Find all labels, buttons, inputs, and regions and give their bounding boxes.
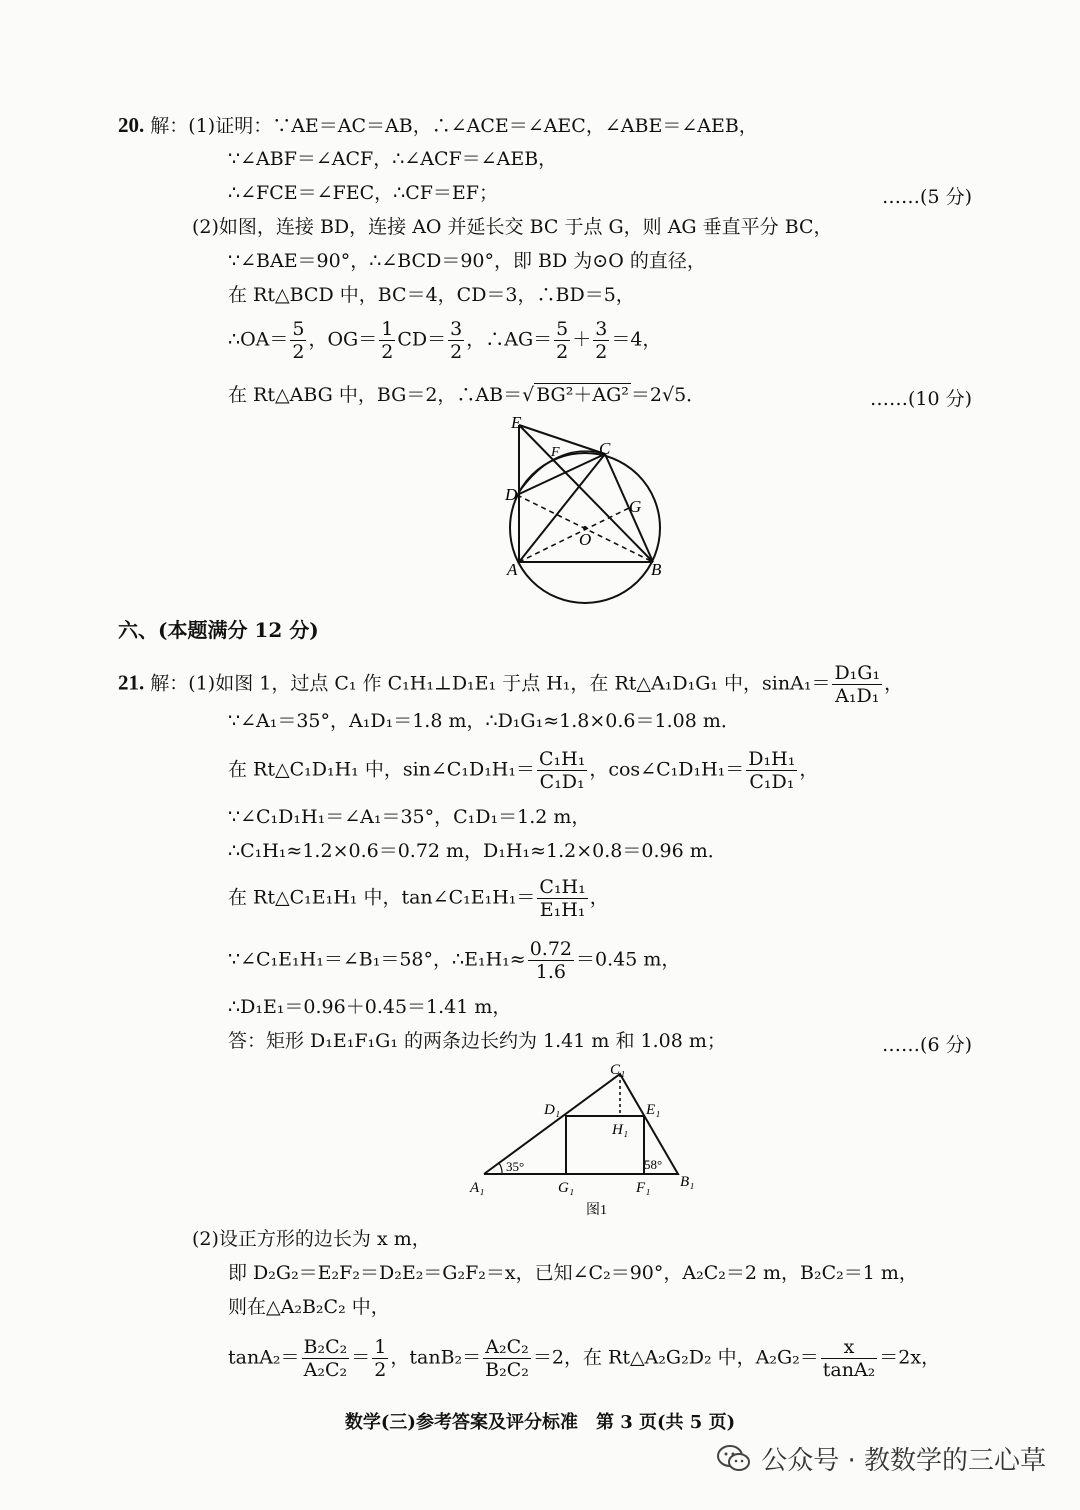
q21-p2-4c: ，tanB₂＝ — [390, 1346, 482, 1369]
q20-number: 20. — [118, 113, 145, 137]
frac-cos-cdh-den: C₁D₁ — [749, 771, 795, 793]
q21-line-1 — [118, 662, 903, 707]
q21-l3a: 在 Rt△C₁D₁H₁ 中，sin∠C₁D₁H₁＝ — [228, 758, 535, 781]
label-b1: B₁ — [680, 1174, 695, 1190]
frac-ag1-den: 2 — [556, 341, 569, 363]
q20-l7f: ＝4， — [611, 328, 662, 351]
frac-tana2 — [302, 1336, 350, 1381]
label-e1: E₁ — [646, 1102, 661, 1118]
sqrt-body: BG²＋AG² — [536, 384, 629, 406]
frac-cos-cdh-num: D₁H₁ — [748, 748, 796, 770]
q21-line-6 — [228, 876, 609, 921]
q21-part2-line-4 — [228, 1336, 940, 1381]
angle-35: 35° — [506, 1159, 525, 1174]
figure-caption: 图1 — [586, 1203, 607, 1218]
frac-sina1 — [832, 662, 882, 707]
frac-tanb2-num: A₂C₂ — [483, 1336, 531, 1359]
q20-line-1-text: 解：(1)证明：∵AE＝AC＝AB，∴∠ACE＝∠AEC，∠ABE＝∠AEB， — [150, 115, 758, 137]
frac-og-num: 1 — [381, 318, 394, 340]
q21-l3c: ， — [799, 758, 819, 781]
frac-cos-cdh — [746, 748, 797, 793]
frac-ag2 — [593, 318, 609, 363]
q21-l1e: ， — [884, 672, 904, 695]
page-footer: 数学(三)参考答案及评分标准 第 3 页(共 5 页) — [344, 1412, 736, 1433]
q21-score-1: ……(6 分) — [882, 1034, 972, 1056]
label-c: C — [599, 439, 611, 458]
q21-p2-4a: tanA₂＝ — [228, 1346, 300, 1369]
wechat-icon — [717, 1444, 751, 1474]
q20-l7e: ＋ — [572, 328, 592, 351]
frac-sina1-den: A₁D₁ — [835, 685, 880, 707]
q20-l7d: ，∴AG＝ — [466, 328, 553, 351]
label-h1: H₁ — [612, 1122, 629, 1138]
frac-tan-ceh-den: E₁H₁ — [539, 899, 586, 921]
label-o: O — [579, 530, 592, 549]
frac-half-den: 2 — [374, 1359, 387, 1381]
frac-half — [372, 1336, 388, 1381]
frac-cd — [448, 318, 464, 363]
q20-l7b: ，OG＝ — [308, 328, 378, 351]
q21-p2-4e: ＝2，在 Rt△A₂G₂D₂ 中，A₂G₂＝ — [532, 1346, 819, 1369]
watermark — [717, 1440, 1046, 1477]
frac-sina1-num: D₁G₁ — [834, 662, 881, 684]
watermark-text: 公众号 · 教数学的三心草 — [761, 1446, 1046, 1476]
q21-part2-line-1: (2)设正方形的边长为 x m， — [192, 1228, 431, 1250]
q21-figure-1 — [466, 1058, 716, 1220]
label-c1: C₁ — [610, 1062, 626, 1078]
frac-ag2-den: 2 — [595, 341, 608, 363]
q21-line-9: 答：矩形 D₁E₁F₁G₁ 的两条边长约为 1.41 m 和 1.08 m； — [228, 1030, 726, 1052]
q21-p2-4b: ＝ — [351, 1346, 371, 1369]
frac-eh-num: 0.72 — [529, 938, 573, 960]
label-d1: D₁ — [544, 1102, 561, 1118]
frac-a2g2-num: x — [821, 1336, 878, 1359]
angle-58: 58° — [644, 1157, 663, 1172]
label-d: D — [505, 485, 518, 504]
label-a: A — [507, 560, 518, 579]
q20-line-2: ∵∠ABF＝∠ACF，∴∠ACF＝∠AEB， — [228, 148, 558, 170]
q20-l7a: ∴OA＝ — [228, 328, 289, 351]
q21-number: 21. — [118, 670, 145, 695]
q21-line-2: ∵∠A₁＝35°，A₁D₁＝1.8 m，∴D₁G₁≈1.8×0.6＝1.08 m． — [228, 710, 740, 732]
q20-score-2: ……(10 分) — [869, 388, 972, 410]
frac-oa-num: 5 — [292, 318, 305, 340]
label-g1: G₁ — [558, 1180, 575, 1196]
q21-line-4: ∵∠C₁D₁H₁＝∠A₁＝35°，C₁D₁＝1.2 m， — [228, 806, 591, 828]
frac-tan-ceh-num: C₁H₁ — [539, 876, 586, 898]
q21-part2-line-3: 则在△A₂B₂C₂ 中， — [228, 1296, 390, 1318]
q20-line-3: ∴∠FCE＝∠FEC，∴CF＝EF； — [228, 182, 498, 204]
label-f: F — [551, 445, 560, 460]
frac-half-num: 1 — [374, 1336, 387, 1358]
q21-part2-line-2: 即 D₂G₂＝E₂F₂＝D₂E₂＝G₂F₂＝x，已知∠C₂＝90°，A₂C₂＝2 m，B₂C₂＝1 m， — [228, 1262, 918, 1284]
label-a1: A₁ — [470, 1180, 485, 1196]
q20-line-5: ∵∠BAE＝90°，∴∠BCD＝90°，即 BD 为⊙O 的直径， — [228, 250, 706, 272]
q21-l3b: ，cos∠C₁D₁H₁＝ — [589, 758, 745, 781]
q21-line-3 — [228, 748, 818, 793]
frac-tan-ceh — [537, 876, 587, 921]
frac-sin-cdh — [537, 748, 587, 793]
q20-line-1 — [118, 112, 758, 139]
q21-l7b: ＝0.45 m， — [576, 948, 681, 971]
q21-line-8: ∴D₁E₁＝0.96＋0.45＝1.41 m， — [228, 996, 512, 1018]
frac-tana2-den: A₂C₂ — [303, 1359, 348, 1381]
frac-og — [379, 318, 395, 363]
frac-tana2-num: B₂C₂ — [303, 1336, 348, 1358]
frac-a2g2-den: tanA₂ — [822, 1359, 876, 1381]
q20-l7c: CD＝ — [397, 328, 447, 351]
frac-ag1-num: 5 — [556, 318, 569, 340]
q20-l8a: 在 Rt△ABG 中，BG＝2，∴AB＝ — [228, 384, 523, 406]
frac-oa — [290, 318, 306, 363]
frac-eh — [528, 938, 574, 983]
q20-l8d: ＝2√5． — [630, 384, 706, 406]
frac-a2g2 — [821, 1336, 878, 1381]
frac-cd-den: 2 — [450, 341, 463, 363]
frac-ag1 — [554, 318, 570, 363]
q20-figure — [495, 410, 675, 610]
frac-tanb2 — [483, 1336, 531, 1381]
frac-cd-num: 3 — [450, 318, 463, 340]
q21-line-7 — [228, 938, 680, 983]
q21-l7a: ∵∠C₁E₁H₁＝∠B₁＝58°，∴E₁H₁≈ — [228, 948, 526, 971]
q21-l6b: ， — [589, 886, 609, 909]
q20-score-1: ……(5 分) — [882, 186, 972, 208]
q21-l6a: 在 Rt△C₁E₁H₁ 中，tan∠C₁E₁H₁＝ — [228, 886, 536, 909]
q21-p2-4f: ＝2x， — [879, 1346, 941, 1369]
label-b: B — [651, 560, 662, 579]
q20-line-6: 在 Rt△BCD 中，BC＝4，CD＝3，∴BD＝5， — [228, 284, 635, 306]
label-g: G — [629, 497, 642, 516]
q21-l1a: 解：(1)如图 1，过点 C₁ 作 C₁H₁⊥D₁E₁ 于点 H₁，在 Rt△A₁D₁G₁ 中，sinA₁＝ — [150, 672, 831, 695]
q20-line-8 — [228, 382, 705, 408]
frac-sin-cdh-den: C₁D₁ — [539, 771, 585, 793]
sqrt-sign: √ — [522, 384, 535, 406]
frac-eh-den: 1.6 — [535, 961, 566, 983]
q21-line-5: ∴C₁H₁≈1.2×0.6＝0.72 m，D₁H₁≈1.2×0.8＝0.96 m． — [228, 840, 727, 862]
q20-line-7 — [228, 318, 661, 363]
frac-oa-den: 2 — [292, 341, 305, 363]
section-header: 六、(本题满分 12 分) — [118, 618, 319, 642]
q20-line-4: (2)如图，连接 BD，连接 AO 并延长交 BC 于点 G，则 AG 垂直平分 BC， — [192, 216, 833, 238]
label-e: E — [511, 413, 522, 432]
frac-tanb2-den: B₂C₂ — [485, 1359, 529, 1381]
label-f1: F₁ — [636, 1180, 651, 1196]
frac-ag2-num: 3 — [595, 318, 608, 340]
frac-sin-cdh-num: C₁H₁ — [539, 748, 586, 770]
frac-og-den: 2 — [381, 341, 394, 363]
